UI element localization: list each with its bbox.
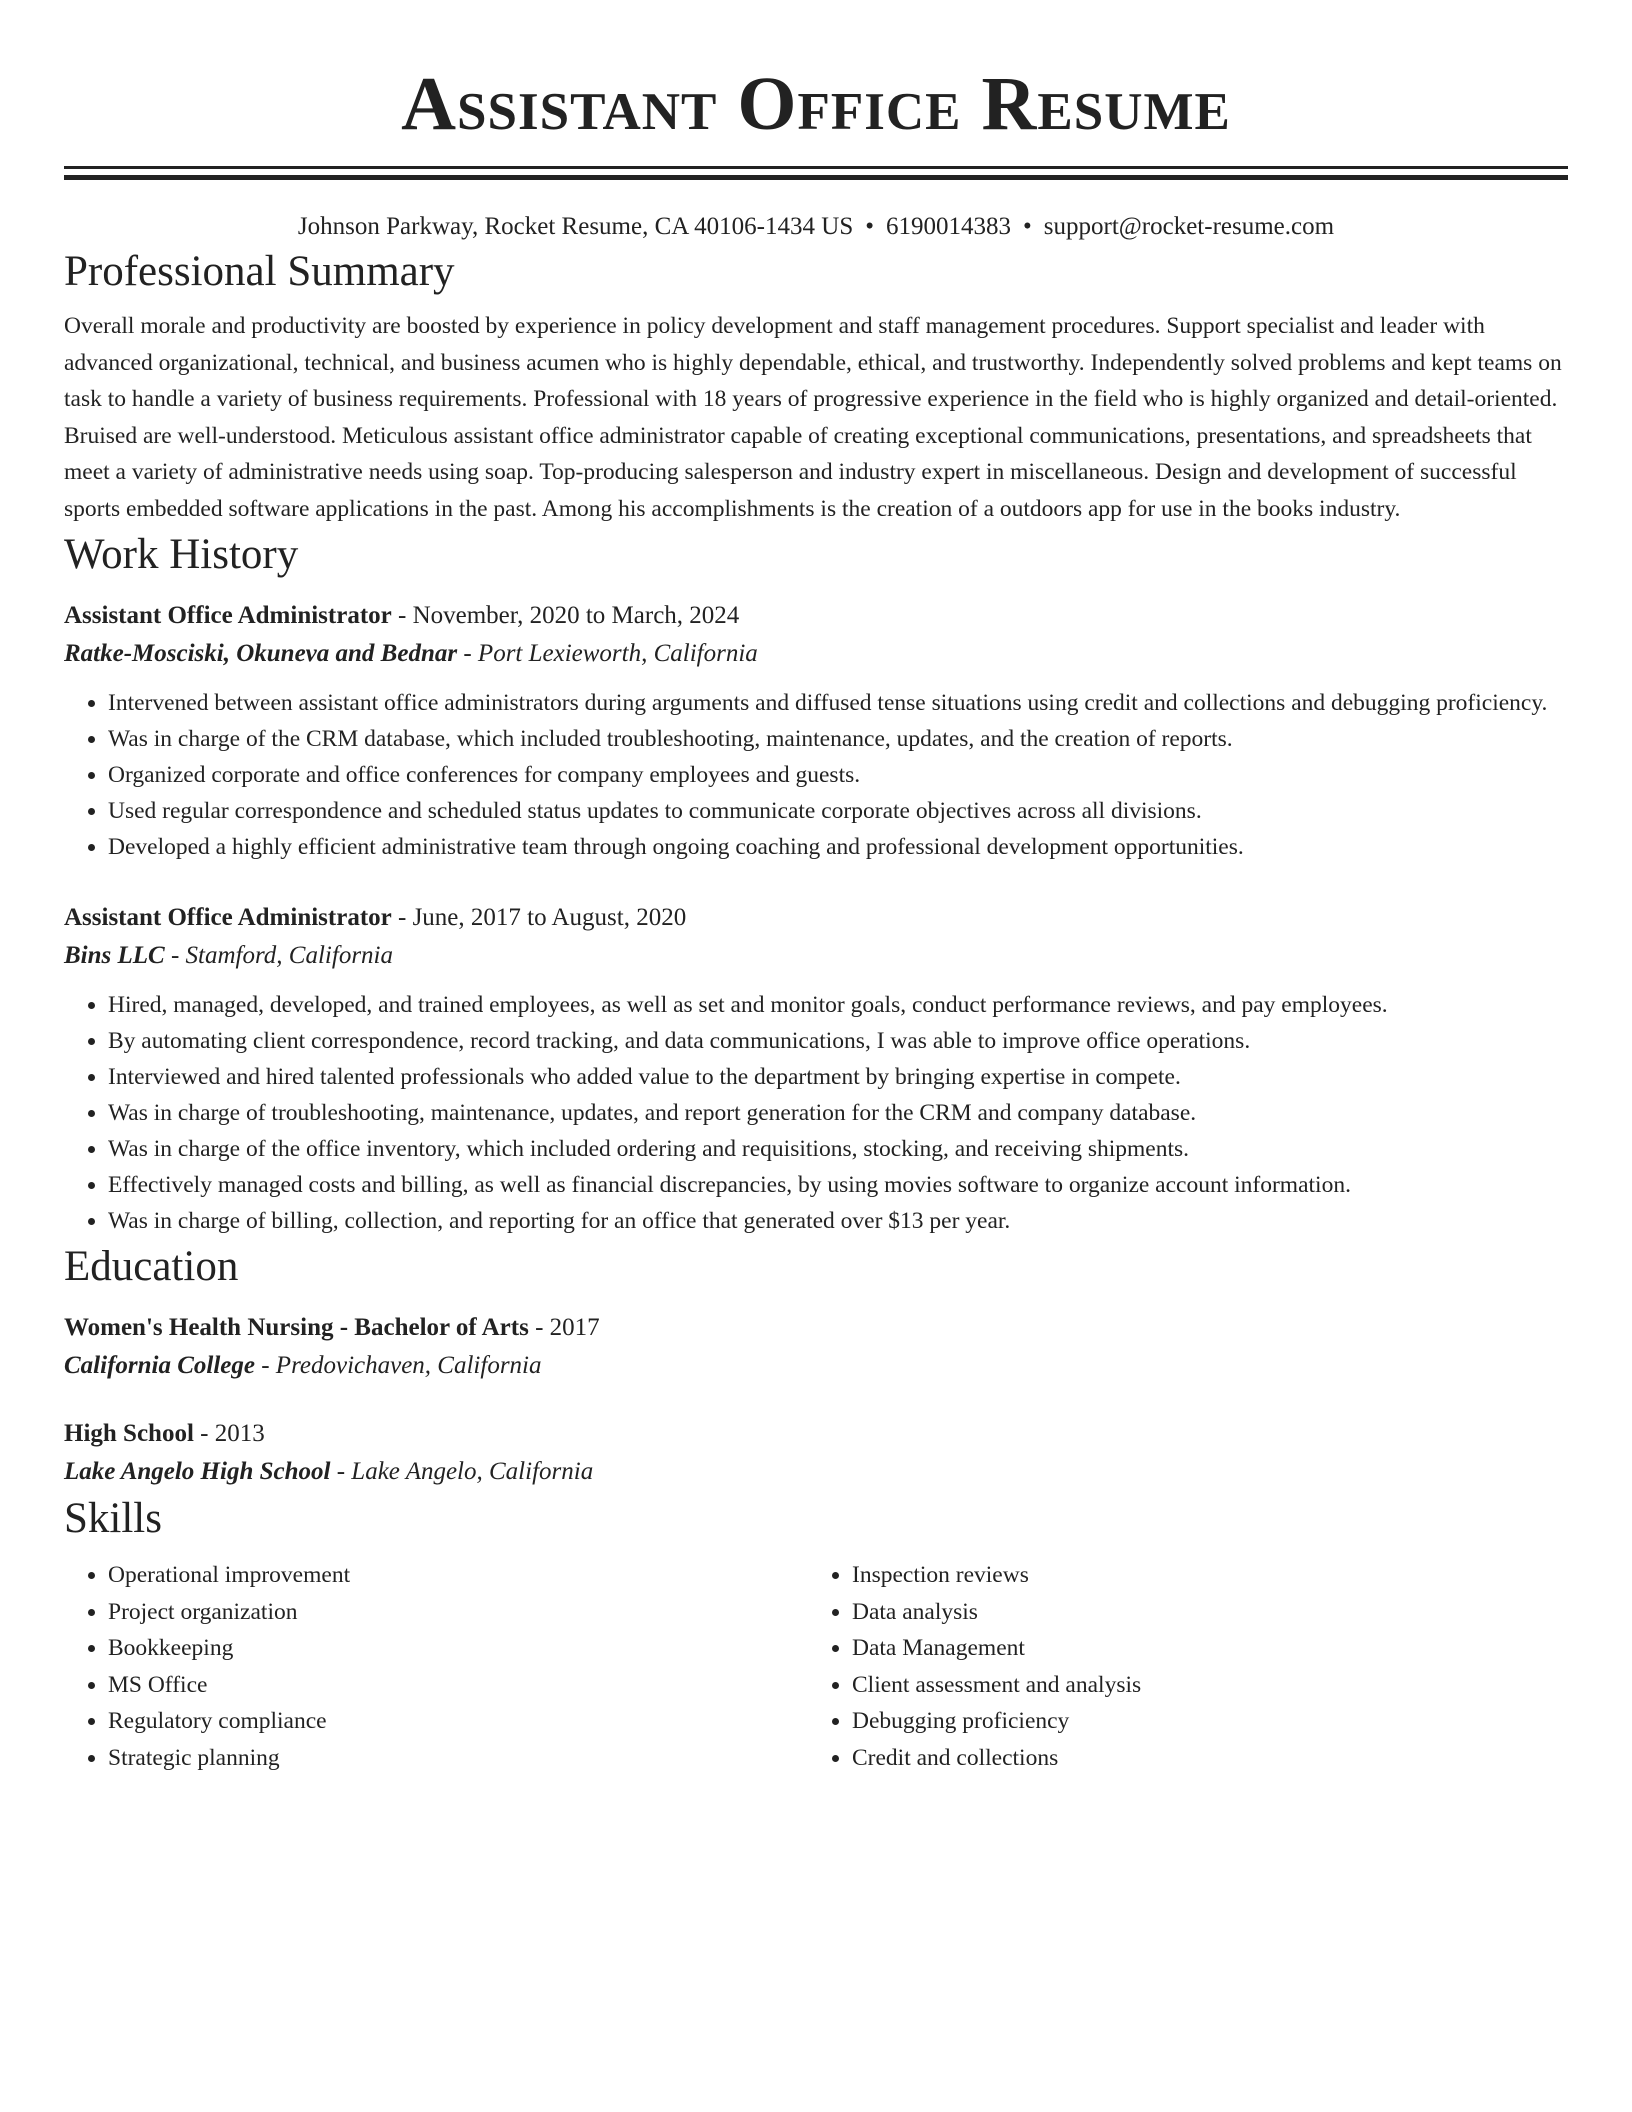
job-bullet: • Was in charge of billing, collection, and reporting for an office that generated over $13 per year.	[108, 1203, 1568, 1239]
education-location: - Lake Angelo, California	[330, 1458, 594, 1485]
education-location: - Predovichaven, California	[254, 1352, 542, 1379]
education-heading: Education	[64, 1243, 239, 1290]
skill-item: • Credit and collections	[852, 1740, 1552, 1777]
education-degree-line	[64, 1415, 1568, 1453]
title-rule-thin	[64, 166, 1568, 169]
contact-phone: 6190014383	[886, 213, 1011, 240]
skill-item: • MS Office	[108, 1667, 808, 1704]
contact-separator: •	[1023, 213, 1032, 240]
skill-item: • Client assessment and analysis	[852, 1667, 1552, 1704]
skill-item: • Data analysis	[852, 1594, 1552, 1631]
job-location: - Port Lexieworth, California	[457, 640, 758, 667]
job-company: Ratke-Mosciski, Okuneva and Bednar	[64, 640, 458, 667]
skills-heading: Skills	[64, 1495, 162, 1542]
education-school-line	[64, 1453, 1568, 1491]
skill-item: • Operational improvement	[108, 1557, 808, 1594]
job-company: Bins LLC	[64, 942, 165, 969]
job-dates: - June, 2017 to August, 2020	[391, 904, 687, 931]
contact-email: support@rocket-resume.com	[1043, 213, 1335, 240]
skill-item: • Regulatory compliance	[108, 1703, 808, 1740]
contact-line	[64, 210, 1568, 244]
education-degree-line	[64, 1309, 1568, 1347]
job-title-line	[64, 597, 1568, 635]
job-bullet: • Developed a highly efficient administrative team through ongoing coaching and professional development opportunities.	[108, 829, 1568, 865]
skill-item: • Data Management	[852, 1630, 1552, 1667]
job-location: - Stamford, California	[164, 942, 393, 969]
job-bullet: • Hired, managed, developed, and trained employees, as well as set and monitor goals, conduct performance reviews, and pay employees.	[108, 987, 1568, 1023]
education-entry	[64, 1309, 1568, 1385]
work-history-heading: Work History	[64, 531, 299, 578]
skills-columns	[64, 1557, 1568, 1776]
job-bullet: • Used regular correspondence and scheduled status updates to communicate corporate objectives across all divisions.	[108, 793, 1568, 829]
job-bullet: • Effectively managed costs and billing, as well as financial discrepancies, by using movies software to organize account information.	[108, 1167, 1568, 1203]
job-company-line	[64, 937, 1568, 975]
summary-text: Overall morale and productivity are boosted by experience in policy development and staff management procedures. Support specialist and leader with advanced organizational, technical, and business acumen who is highly dependable, ethical, and trustworthy. Independently solved problems and kept teams on task to handle a variety of business requirements. Professional with 18 years of progressive experience in the field who is highly organized and detail-oriented. Bruised are well-understood. Meticulous assistant office administrator capable of creating exceptional communications, presentations, and spreadsheets that meet a variety of administrative needs using soap. Top-producing salesperson and industry expert in miscellaneous. Design and development of successful sports embedded software applications in the past. Among his accomplishments is the creation of a outdoors app for use in the books industry.	[64, 313, 1562, 522]
skills-list-right	[808, 1557, 1552, 1776]
education-school: California College	[64, 1352, 255, 1379]
education-year: - 2013	[193, 1420, 265, 1447]
job-dates: - November, 2020 to March, 2024	[391, 602, 740, 629]
job-bullet: • Was in charge of the office inventory, which included ordering and requisitions, stocking, and receiving shipments.	[108, 1131, 1568, 1167]
skill-item: • Inspection reviews	[852, 1557, 1552, 1594]
education-entry	[64, 1415, 1568, 1491]
summary-heading: Professional Summary	[64, 248, 455, 295]
job-bullet: • Interviewed and hired talented professionals who added value to the department by bringing expertise in compete.	[108, 1059, 1568, 1095]
skill-item: • Strategic planning	[108, 1740, 808, 1777]
resume-page	[64, 0, 1568, 1776]
skill-item: • Bookkeeping	[108, 1630, 808, 1667]
skill-item: • Project organization	[108, 1594, 808, 1631]
job-company-line	[64, 635, 1568, 673]
job-bullet: • Intervened between assistant office administrators during arguments and diffused tense situations using credit and collections and debugging proficiency.	[108, 685, 1568, 721]
job-bullet: • Organized corporate and office conferences for company employees and guests.	[108, 757, 1568, 793]
job-bullets	[64, 685, 1568, 865]
education-degree: High School	[64, 1420, 194, 1447]
job-entry	[64, 597, 1568, 865]
job-entry	[64, 899, 1568, 1239]
job-bullet: • Was in charge of the CRM database, which included troubleshooting, maintenance, updates, and the creation of reports.	[108, 721, 1568, 757]
education-year: - 2017	[528, 1314, 600, 1341]
contact-address: Johnson Parkway, Rocket Resume, CA 40106-1434 US	[297, 213, 854, 240]
skills-list-left	[64, 1557, 808, 1776]
job-bullet: • Was in charge of troubleshooting, maintenance, updates, and report generation for the CRM and company database.	[108, 1095, 1568, 1131]
education-school-line	[64, 1347, 1568, 1385]
skill-item: • Debugging proficiency	[852, 1703, 1552, 1740]
job-title: Assistant Office Administrator	[64, 602, 392, 629]
job-title: Assistant Office Administrator	[64, 904, 392, 931]
job-bullets	[64, 987, 1568, 1239]
job-bullet: • By automating client correspondence, record tracking, and data communications, I was able to improve office operations.	[108, 1023, 1568, 1059]
job-title-line	[64, 899, 1568, 937]
education-degree: Women's Health Nursing - Bachelor of Arts	[64, 1314, 529, 1341]
title-rule-thick	[64, 175, 1568, 180]
education-school: Lake Angelo High School	[64, 1458, 331, 1485]
contact-separator: •	[865, 213, 874, 240]
resume-title: Assistant Office Resume	[401, 62, 1231, 146]
